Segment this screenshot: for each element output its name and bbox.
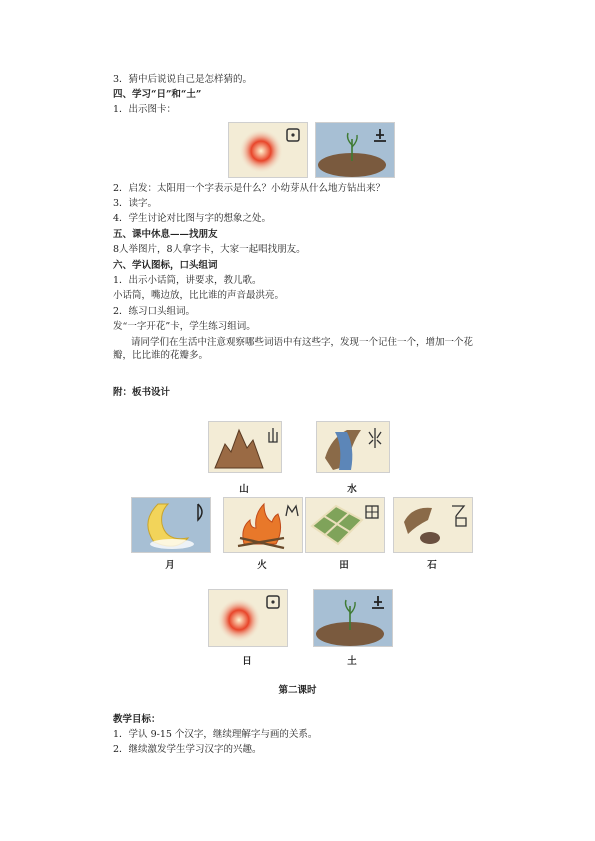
stone-card-icon: [393, 497, 473, 553]
caption-yue: 月: [165, 560, 175, 571]
sun-card-icon: [208, 589, 288, 647]
section-heading-6: 六、学认图标，口头组词: [113, 260, 218, 271]
text-line: 小话筒，嘴边放，比比谁的声音最洪亮。: [113, 290, 285, 301]
field-card-icon: [305, 497, 385, 553]
sun-card-icon: [228, 122, 308, 178]
caption-tu: 土: [347, 656, 357, 667]
mountain-card-icon: [208, 421, 282, 473]
water-card-icon: [316, 421, 390, 473]
caption-ri: 日: [242, 656, 252, 667]
text-line: 发“一字开花”卡，学生练习组词。: [113, 321, 256, 332]
fire-card-icon: [223, 497, 303, 553]
caption-shui: 水: [347, 484, 357, 495]
section-heading-4: 四、学习“日”和“土”: [113, 89, 202, 100]
caption-tian: 田: [339, 560, 349, 571]
text-line: 8人举图片，8人拿字卡，大家一起唱找朋友。: [113, 244, 306, 255]
caption-huo: 火: [257, 560, 267, 571]
appendix-heading: 附：板书设计: [113, 387, 171, 398]
text-line: 2．继续激发学生学习汉字的兴趣。: [113, 744, 262, 755]
text-line: 1．出示小话筒，讲要求，教儿歌。: [113, 275, 262, 286]
caption-shan: 山: [239, 484, 249, 495]
text-line: 2．启发：太阳用一个字表示是什么？小幼芽从什么地方钻出来？: [113, 183, 386, 194]
section-heading-5: 五、课中休息——找朋友: [113, 229, 218, 240]
text-paragraph: 请同学们在生活中注意观察哪些词语中有这些字，发现一个记住一个，增加一个花瓣，比比谁的花瓣多。: [113, 337, 474, 361]
text-line: 2．练习口头组词。: [113, 306, 196, 317]
text-line: 4．学生讨论对比图与字的想象之处。: [113, 213, 272, 224]
lesson-two-heading: 第二课时: [278, 685, 317, 696]
sprout-card-icon: [313, 589, 393, 647]
moon-card-icon: [131, 497, 211, 553]
text-line: 1．出示图卡：: [113, 104, 177, 115]
caption-shi: 石: [427, 560, 437, 571]
text-line: 3．猜中后说说自己是怎样猜的。: [113, 74, 253, 85]
text-line: 3．读字。: [113, 198, 158, 209]
sprout-card-icon: [315, 122, 395, 178]
goals-heading: 教学目标：: [113, 714, 161, 725]
text-line: 1．学认 9-15 个汉字，继续理解字与画的关系。: [113, 729, 318, 740]
